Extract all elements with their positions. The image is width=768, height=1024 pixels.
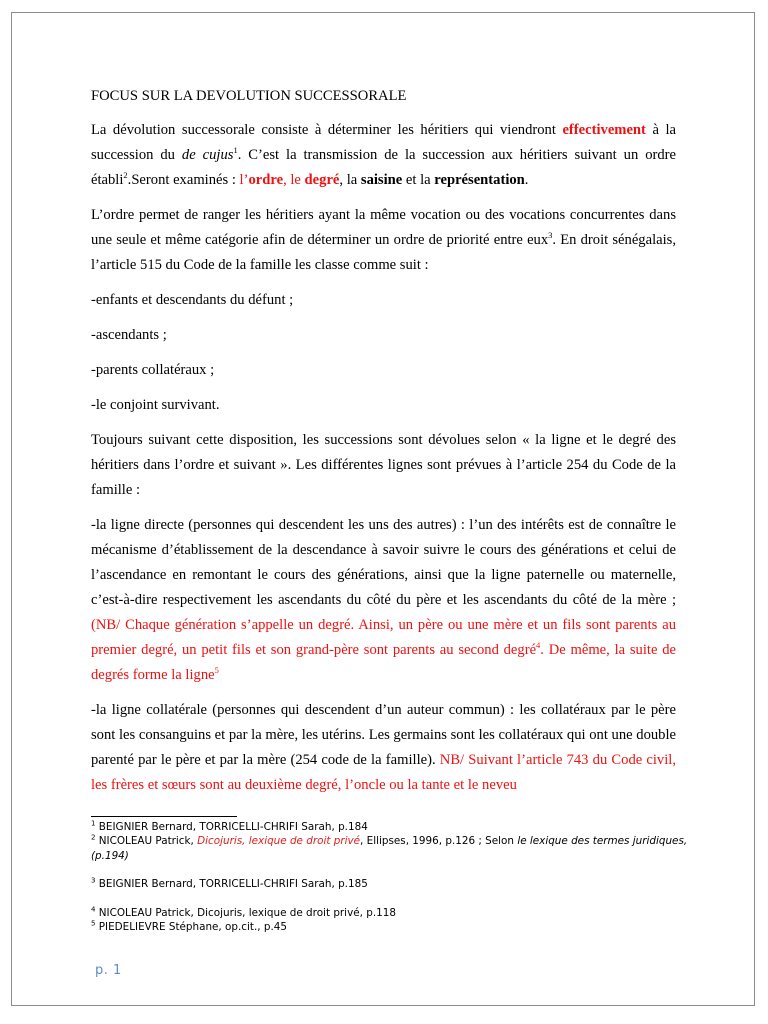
- paragraph-ligne-collaterale: -la ligne collatérale (personnes qui descendent d’un auteur commun) : les collatéraux par le père sont les consanguins et par la mère, les utérins. Les germains sont les collatéraux qui ont une double parenté par le père et par la mère (254 code de la famille). NB/ Suivant l’article 743 du Code civil, les frères et sœurs sont au deuxième degré, l’oncle ou la tante et le neveu: [91, 702, 676, 793]
- highlight-ordre: ordre: [248, 172, 284, 188]
- paragraph-devolution-definition: La dévolution successorale consiste à déterminer les héritiers qui viendront effectivement à la succession du de cujus$^1$. C’est la transmission de la succession aux héritiers suivant un ordre établi$^2$.Seront examinés : l’ordre, le degré, la saisine et la représentation.: [91, 122, 676, 188]
- highlight-effectivement: effectivement: [562, 122, 646, 138]
- footnote-2: $^2$ NICOLEAU Patrick, Dicojuris, lexique de droit privé, Ellipses, 1996, p.126 ; Selon le lexique des termes juridiques, (p.194): [91, 833, 688, 862]
- document-body: [91, 84, 676, 808]
- highlight-degre: degré: [304, 172, 340, 188]
- list-item: -parents collatéraux ;: [91, 362, 215, 378]
- list-item: -enfants et descendants du défunt ;: [91, 292, 294, 308]
- footnote-3: $^3$ BEIGNIER Bernard, TORRICELLI-CHRIFI Sarah, p.185: [91, 876, 368, 891]
- document-title: FOCUS SUR LA DEVOLUTION SUCCESSORALE: [91, 88, 407, 104]
- footnote-1: $^1$ BEIGNIER Bernard, TORRICELLI-CHRIFI Sarah, p.184: [91, 819, 368, 833]
- page-number: p. 1: [95, 963, 122, 978]
- footnote-ref-2[interactable]: 2: [123, 170, 128, 181]
- highlight-saisine: saisine: [360, 172, 403, 188]
- note-article-743: NB/ Suivant l’article 743 du Code civil, les frères et sœurs sont au deuxième degré, l’oncle ou la tante et le neveu: [91, 752, 676, 793]
- list-item: -le conjoint survivant.: [91, 397, 220, 413]
- list-item: -ascendants ;: [91, 327, 167, 343]
- footnote-4: $^4$ NICOLEAU Patrick, Dicojuris, lexique de droit privé, p.118: [91, 905, 396, 919]
- footnote-ref-3[interactable]: 3: [548, 230, 553, 241]
- paragraph-ordre: L’ordre permet de ranger les héritiers ayant la même vocation ou des vocations concurrentes dans une seule et même catégorie afin de déterminer un ordre de priorité entre eux$^3$. En droit sénégalais, l’article 515 du Code de la famille les classe comme suit :: [91, 207, 676, 273]
- footnotes: [91, 816, 691, 934]
- paragraph-ligne-directe: -la ligne directe (personnes qui descendent les uns des autres) : l’un des intérêts est de connaître le mécanisme d’établissement de la descendance à savoir suivre le cours des générations et celui de l’ascendance en remontant le cours des générations, ainsi que la ligne paternelle ou maternelle, c’est-à-dire respectivement les ascendants du côté du père et les ascendants du côté de la mère ; (NB/ Chaque génération s’appelle un degré. Ainsi, un père ou une mère et un fils sont parents au premier degré, un petit fils et son grand-père sont parents au second degré$^4$. De même, la suite de degrés forme la ligne$^5$: [91, 517, 676, 683]
- footnote-ref-5[interactable]: 5: [214, 665, 219, 676]
- paragraph-lignes: Toujours suivant cette disposition, les successions sont dévolues selon « la ligne et le degré des héritiers dans l’ordre et suivant ». Les différentes lignes sont prévues à l’article 254 du Code de la famille :: [91, 432, 676, 498]
- footnote-ref-1[interactable]: 1: [233, 145, 238, 156]
- note-degre: (NB/ Chaque génération s’appelle un degré. Ainsi, un père ou une mère et un fils sont parents au premier degré, un petit fils et son grand-père sont parents au second degré: [91, 617, 676, 658]
- highlight-representation: représentation: [434, 172, 525, 188]
- footnote-5: $^5$ PIEDELIEVRE Stéphane, op.cit., p.45: [91, 919, 288, 934]
- footnote-ref-4[interactable]: 4: [536, 640, 541, 651]
- footnote-separator: [91, 816, 237, 817]
